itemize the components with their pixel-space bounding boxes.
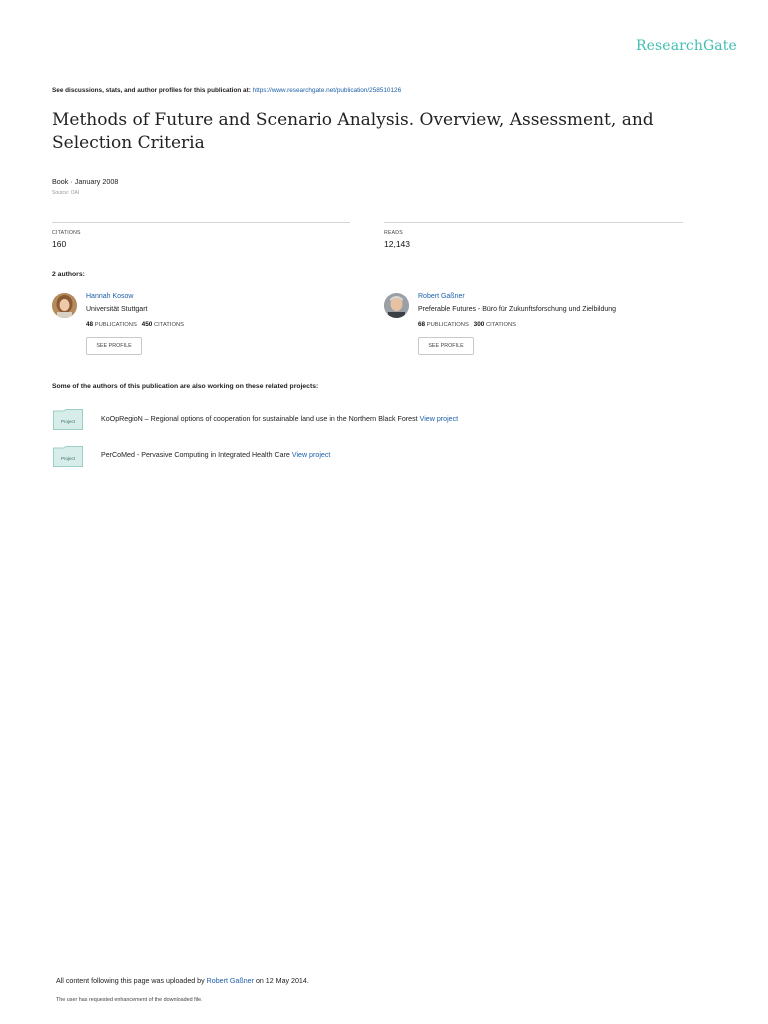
publication-source: Source: OAI <box>52 190 80 196</box>
project-item <box>101 451 330 459</box>
citations-count: 450 <box>141 321 153 328</box>
upload-note <box>56 977 309 985</box>
enhancement-note: The user has requested enhancement of the downloaded file. <box>56 997 203 1003</box>
project-folder-icon <box>53 446 83 467</box>
author-institution: Universität Stuttgart <box>86 306 148 313</box>
view-project-link[interactable]: View project <box>419 415 459 423</box>
see-profile-button[interactable]: SEE PROFILE <box>86 337 142 355</box>
author-stats <box>418 321 516 328</box>
publications-label: PUBLICATIONS <box>94 322 137 328</box>
publications-label: PUBLICATIONS <box>426 322 469 328</box>
project-description: PerCoMed - Pervasive Computing in Integrated Health Care <box>101 451 292 459</box>
uploader-link[interactable]: Robert Gaßner <box>206 977 254 985</box>
citations-label: CITATIONS <box>52 230 81 236</box>
avatar-robert-gassner[interactable] <box>384 293 409 318</box>
author-institution: Preferable Futures - Büro für Zukunftsforschung und Zielbildung <box>418 306 617 313</box>
discussion-text: See discussions, stats, and author profiles for this publication at: <box>52 87 253 94</box>
project-description: KoOpRegioN – Regional options of cooperation for sustainable land use in the Northern Black Forest <box>101 415 420 423</box>
publication-url-link[interactable]: https://www.researchgate.net/publication/258510126 <box>252 87 402 94</box>
upload-suffix: on 12 May 2014. <box>253 977 309 985</box>
view-project-link[interactable]: View project <box>291 451 331 459</box>
publication-title: Methods of Future and Scenario Analysis. Overview, Assessment, and Selection Criteria <box>52 110 654 153</box>
project-icon-label: Project <box>60 456 76 461</box>
citations-label: CITATIONS <box>153 322 185 328</box>
related-projects-heading: Some of the authors of this publication are also working on these related projects: <box>52 383 319 390</box>
reads-divider <box>384 222 683 223</box>
project-icon-label: Project <box>60 419 76 424</box>
citations-divider <box>52 222 350 223</box>
citations-value: 160 <box>52 239 67 249</box>
researchgate-logo[interactable]: ResearchGate <box>636 38 737 54</box>
discussion-line <box>52 87 401 94</box>
avatar-hannah-kosow[interactable] <box>52 293 77 318</box>
authors-heading: 2 authors: <box>52 271 85 278</box>
citations-label: CITATIONS <box>485 322 517 328</box>
author-name-hannah-kosow[interactable]: Hannah Kosow <box>86 293 134 300</box>
reads-label: READS <box>384 230 403 236</box>
publication-type-date: Book · January 2008 <box>52 177 119 186</box>
project-folder-icon <box>53 409 83 430</box>
upload-prefix: All content following this page was uploaded by <box>56 977 207 985</box>
publications-count: 68 <box>418 321 426 328</box>
author-stats <box>86 321 184 328</box>
citations-count: 300 <box>473 321 485 328</box>
author-name-robert-gassner[interactable]: Robert Gaßner <box>418 293 465 300</box>
reads-value: 12,143 <box>384 239 410 249</box>
see-profile-button[interactable]: SEE PROFILE <box>418 337 474 355</box>
publications-count: 48 <box>86 321 94 328</box>
project-item <box>101 415 458 423</box>
